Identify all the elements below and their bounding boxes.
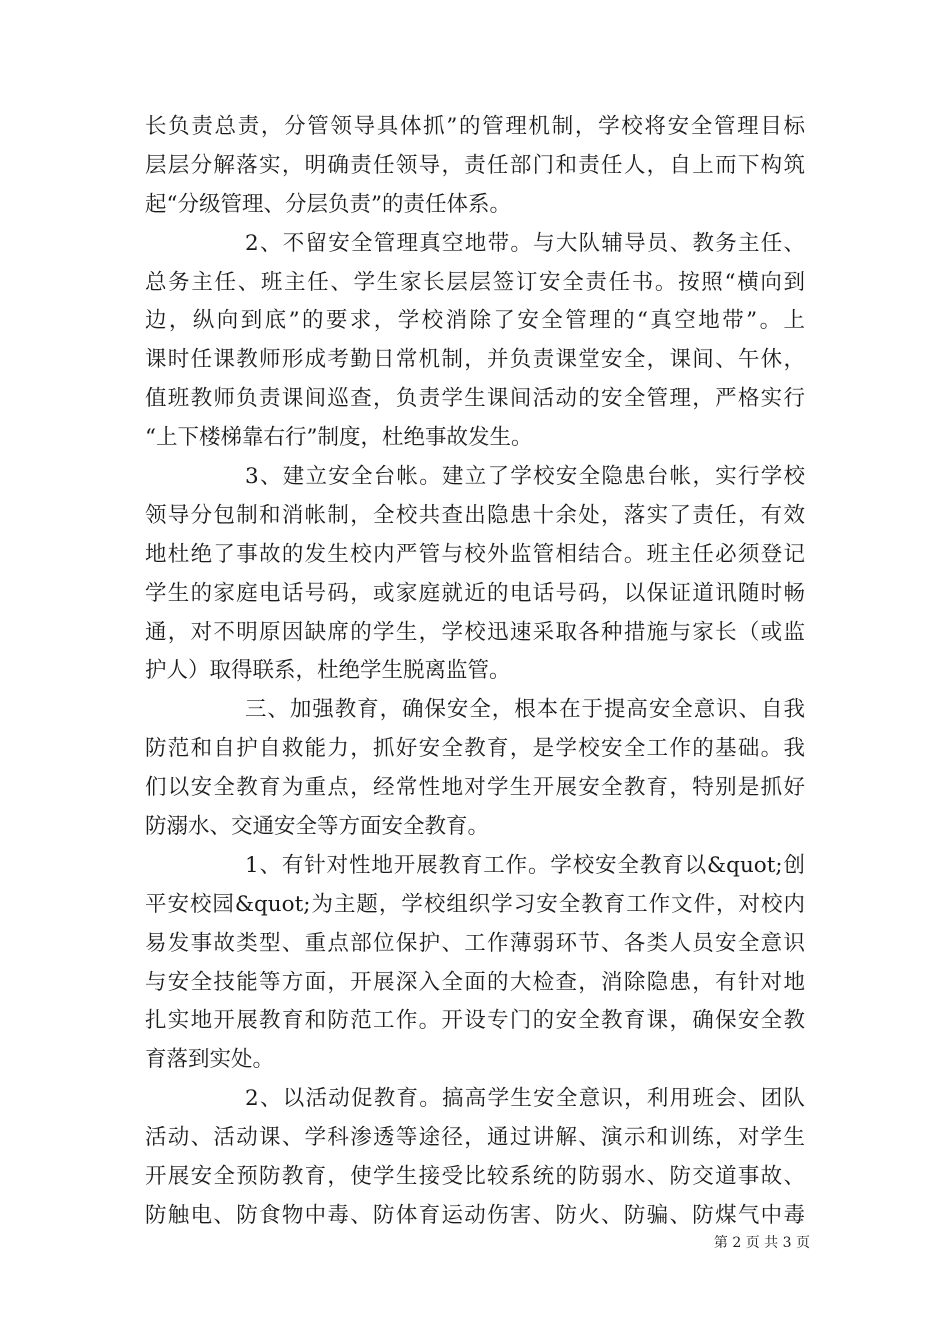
text-line: 总务主任、班主任、学生家长层层签订安全责任书。按照“横向到 [145,269,805,295]
text-line: 3、建立安全台帐。建立了学校安全隐患台帐，实行学校 [245,464,805,490]
paragraph-p1 [145,108,805,225]
text-line: 值班教师负责课间巡查，负责学生课间活动的安全管理，严格实行 [145,386,805,412]
text-line: 课时任课教师形成考勤日常机制，并负责课堂安全，课间、午休， [145,347,805,373]
page-footer: 第 2 页 共 3 页 [713,1235,810,1251]
paragraph-p5 [145,847,805,1080]
text-line: 长负责总责，分管领导具体抓”的管理机制，学校将安全管理目标 [145,114,805,139]
text-line: 们以安全教育为重点，经常性地对学生开展安全教育，特别是抓好 [145,775,805,801]
document-body [145,108,805,1236]
text-line: 领导分包制和消帐制，全校共查出隐患十余处，落实了责任，有效 [145,502,805,528]
text-line: 边，纵向到底”的要求，学校消除了安全管理的“真空地带”。上 [145,308,805,334]
text-line: 地杜绝了事故的发生校内严管与校外监管相结合。班主任必须登记 [145,541,805,567]
paragraph-p6 [145,1080,805,1236]
text-line: 防溺水、交通安全等方面安全教育。 [145,814,490,840]
text-line: 活动、活动课、学科渗透等途径，通过讲解、演示和训练，对学生 [145,1125,805,1151]
text-line: 2、不留安全管理真空地带。与大队辅导员、教务主任、 [245,230,805,256]
text-line: 三、加强教育，确保安全，根本在于提高安全意识、自我 [245,697,805,723]
paragraph-p3 [145,458,805,691]
text-line: 起“分级管理、分层负责”的责任体系。 [145,191,511,217]
text-line: 开展安全预防教育，使学生接受比较系统的防弱水、防交道事故、 [145,1164,805,1190]
text-line: 2、以活动促教育。搞高学生安全意识，利用班会、团队 [245,1086,805,1112]
text-line: 易发事故类型、重点部位保护、工作薄弱环节、各类人员安全意识 [145,930,805,956]
text-line: 育落到实处。 [145,1047,275,1073]
text-line: 层层分解落实，明确责任领导，责任部门和责任人，自上而下构筑 [145,152,805,178]
text-line: 学生的家庭电话号码，或家庭就近的电话号码，以保证道讯随时畅 [145,580,805,606]
text-line: 扎实地开展教育和防范工作。开设专门的安全教育课，确保安全教 [145,1008,805,1034]
text-line: 防范和自护自救能力，抓好安全教育，是学校安全工作的基础。我 [145,736,805,762]
text-line: “上下楼梯靠右行”制度，杜绝事故发生。 [145,425,533,451]
paragraph-p4 [145,691,805,847]
text-line: 1、有针对性地开展教育工作。学校安全教育以&quot;创 [245,852,805,878]
text-line: 护人）取得联系，杜绝学生脱离监管。 [145,658,511,684]
text-line: 通，对不明原因缺席的学生，学校迅速采取各种措施与家长（或监 [145,619,805,645]
text-line: 与安全技能等方面，开展深入全面的大检查，消除隐患，有针对地 [145,969,805,995]
text-line: 防触电、防食物中毒、防体育运动伤害、防火、防骗、防煤气中毒 [145,1202,805,1228]
paragraph-p2 [145,225,805,458]
text-line: 平安校园&quot;为主题，学校组织学习安全教育工作文件，对校内 [145,891,805,917]
